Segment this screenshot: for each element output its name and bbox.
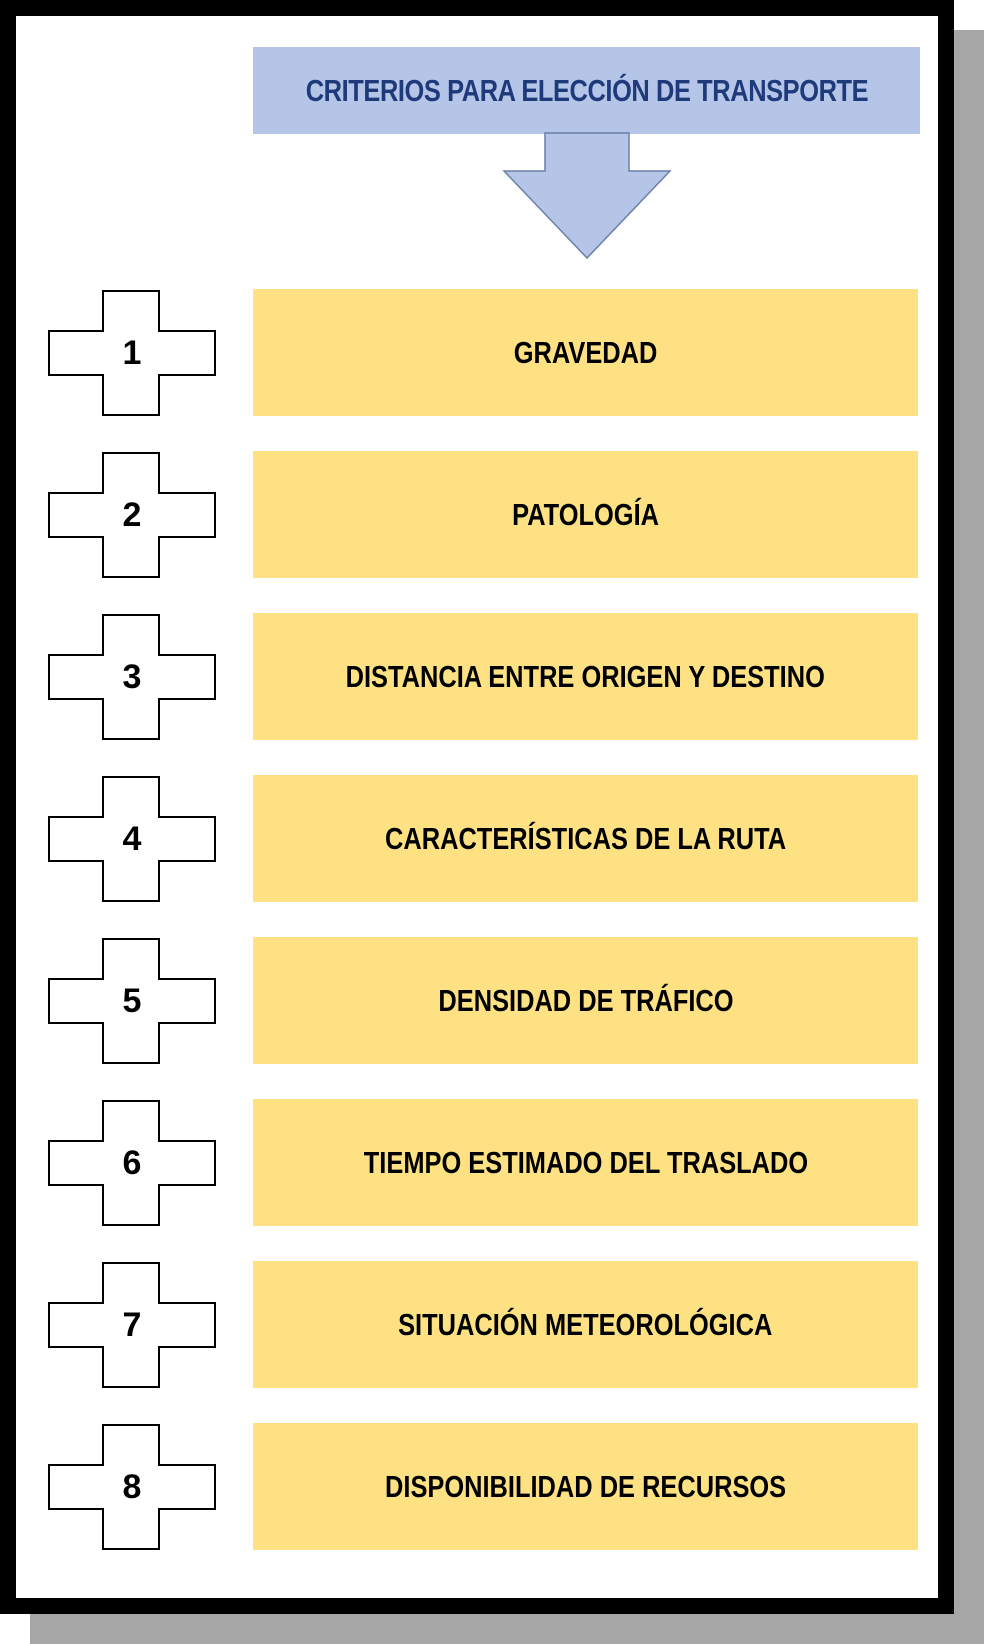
criterion-box bbox=[253, 1423, 918, 1550]
criterion-label: GRAVEDAD bbox=[513, 334, 658, 370]
criterion-number: 2 bbox=[122, 495, 142, 534]
criterion-box bbox=[253, 775, 918, 902]
criterion-number: 8 bbox=[122, 1467, 142, 1506]
criterion-number: 1 bbox=[122, 333, 142, 372]
criterion-label: DISTANCIA ENTRE ORIGEN Y DESTINO bbox=[345, 658, 826, 694]
down-arrow-icon bbox=[502, 132, 672, 260]
criterion-number: 7 bbox=[122, 1305, 142, 1344]
criterion-number: 6 bbox=[122, 1143, 142, 1182]
criterion-number: 3 bbox=[122, 657, 142, 696]
criterion-box bbox=[253, 937, 918, 1064]
header-box bbox=[253, 47, 920, 134]
criterion-box bbox=[253, 451, 918, 578]
criterion-box bbox=[253, 289, 918, 416]
criterion-label: PATOLOGÍA bbox=[512, 496, 659, 532]
criterion-label: CARACTERÍSTICAS DE LA RUTA bbox=[384, 820, 787, 856]
criterion-number: 5 bbox=[122, 981, 142, 1020]
criterion-label: DISPONIBILIDAD DE RECURSOS bbox=[384, 1468, 787, 1504]
criterion-number: 4 bbox=[122, 819, 142, 858]
criterion-box bbox=[253, 613, 918, 740]
criterion-label: SITUACIÓN METEOROLÓGICA bbox=[398, 1306, 773, 1342]
criterion-box bbox=[253, 1099, 918, 1226]
diagram-title: CRITERIOS PARA ELECCIÓN DE TRANSPORTE bbox=[305, 72, 868, 108]
criterion-label: TIEMPO ESTIMADO DEL TRASLADO bbox=[363, 1144, 808, 1180]
criterion-box bbox=[253, 1261, 918, 1388]
criterion-label: DENSIDAD DE TRÁFICO bbox=[437, 982, 734, 1018]
